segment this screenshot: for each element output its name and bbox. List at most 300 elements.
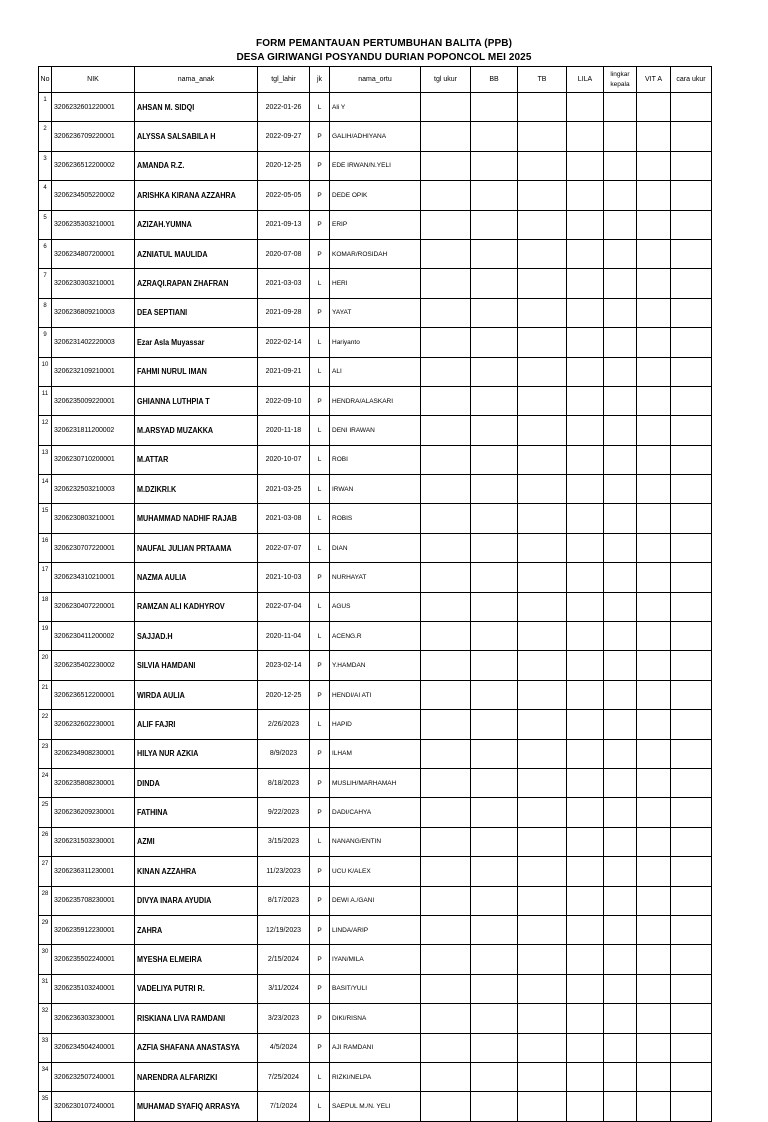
cell-jk: L: [310, 504, 330, 533]
nama-anak-text: AHSAN M. SIDQI: [137, 102, 195, 112]
cell-lila[interactable]: [567, 93, 604, 122]
cell-tb[interactable]: [518, 739, 567, 768]
cell-tb[interactable]: [518, 504, 567, 533]
cell-cara-ukur[interactable]: [671, 974, 712, 1003]
cell-lila[interactable]: [567, 181, 604, 210]
cell-bb[interactable]: [471, 122, 518, 151]
cell-lila[interactable]: [567, 798, 604, 827]
cell-tb[interactable]: [518, 827, 567, 856]
cell-tgl-lahir: 2022-05-05: [258, 181, 310, 210]
cell-vit-a[interactable]: [637, 827, 671, 856]
cell-bb[interactable]: [471, 798, 518, 827]
cell-lila[interactable]: [567, 357, 604, 386]
cell-lila[interactable]: [567, 768, 604, 797]
cell-lingkar-kepala[interactable]: [604, 210, 637, 239]
cell-bb[interactable]: [471, 827, 518, 856]
cell-bb[interactable]: [471, 563, 518, 592]
cell-cara-ukur[interactable]: [671, 386, 712, 415]
cell-bb[interactable]: [471, 504, 518, 533]
cell-lila[interactable]: [567, 1062, 604, 1091]
cell-bb[interactable]: [471, 886, 518, 915]
cell-tgl-ukur[interactable]: [421, 269, 471, 298]
cell-tb[interactable]: [518, 974, 567, 1003]
cell-lingkar-kepala[interactable]: [604, 386, 637, 415]
cell-cara-ukur[interactable]: [671, 1062, 712, 1091]
cell-nik: 3206236512200001: [52, 680, 135, 709]
cell-bb[interactable]: [471, 945, 518, 974]
cell-tgl-ukur[interactable]: [421, 974, 471, 1003]
cell-tb[interactable]: [518, 386, 567, 415]
cell-vit-a[interactable]: [637, 768, 671, 797]
cell-vit-a[interactable]: [637, 357, 671, 386]
cell-tgl-ukur[interactable]: [421, 357, 471, 386]
cell-vit-a[interactable]: [637, 1033, 671, 1062]
cell-vit-a[interactable]: [637, 416, 671, 445]
cell-tb[interactable]: [518, 533, 567, 562]
cell-nik: 3206234310210001: [52, 563, 135, 592]
cell-nama-anak: [135, 945, 258, 974]
cell-cara-ukur[interactable]: [671, 1092, 712, 1121]
cell-no: 17: [39, 563, 52, 592]
cell-vit-a[interactable]: [637, 298, 671, 327]
cell-lingkar-kepala[interactable]: [604, 298, 637, 327]
cell-lila[interactable]: [567, 945, 604, 974]
cell-tgl-ukur[interactable]: [421, 886, 471, 915]
cell-tgl-ukur[interactable]: [421, 1033, 471, 1062]
cell-lila[interactable]: [567, 886, 604, 915]
cell-cara-ukur[interactable]: [671, 680, 712, 709]
cell-tgl-ukur[interactable]: [421, 915, 471, 944]
cell-tgl-ukur[interactable]: [421, 622, 471, 651]
cell-lingkar-kepala[interactable]: [604, 945, 637, 974]
cell-bb[interactable]: [471, 857, 518, 886]
cell-vit-a[interactable]: [637, 886, 671, 915]
cell-tb[interactable]: [518, 592, 567, 621]
cell-vit-a[interactable]: [637, 974, 671, 1003]
cell-lila[interactable]: [567, 857, 604, 886]
cell-cara-ukur[interactable]: [671, 122, 712, 151]
cell-tgl-ukur[interactable]: [421, 798, 471, 827]
cell-tgl-lahir: 2023-02-14: [258, 651, 310, 680]
cell-lila[interactable]: [567, 386, 604, 415]
cell-tb[interactable]: [518, 680, 567, 709]
cell-bb[interactable]: [471, 680, 518, 709]
cell-cara-ukur[interactable]: [671, 798, 712, 827]
cell-lingkar-kepala[interactable]: [604, 1062, 637, 1091]
cell-tb[interactable]: [518, 622, 567, 651]
cell-tb[interactable]: [518, 1062, 567, 1091]
cell-lingkar-kepala[interactable]: [604, 269, 637, 298]
cell-nik: 3206235009220001: [52, 386, 135, 415]
cell-bb[interactable]: [471, 416, 518, 445]
cell-lingkar-kepala[interactable]: [604, 504, 637, 533]
cell-lila[interactable]: [567, 445, 604, 474]
cell-vit-a[interactable]: [637, 122, 671, 151]
cell-cara-ukur[interactable]: [671, 151, 712, 180]
cell-jk: P: [310, 680, 330, 709]
cell-vit-a[interactable]: [637, 210, 671, 239]
cell-bb[interactable]: [471, 592, 518, 621]
cell-lingkar-kepala[interactable]: [604, 915, 637, 944]
cell-cara-ukur[interactable]: [671, 298, 712, 327]
form-title: FORM PEMANTAUAN PERTUMBUHAN BALITA (PPB): [255, 38, 513, 49]
cell-tgl-ukur[interactable]: [421, 239, 471, 268]
cell-bb[interactable]: [471, 974, 518, 1003]
cell-vit-a[interactable]: [637, 798, 671, 827]
cell-cara-ukur[interactable]: [671, 504, 712, 533]
cell-no: 12: [39, 416, 52, 445]
cell-nama-ortu: SAEPUL M./N. YELI: [330, 1092, 421, 1121]
cell-tgl-ukur[interactable]: [421, 151, 471, 180]
cell-lingkar-kepala[interactable]: [604, 181, 637, 210]
cell-lingkar-kepala[interactable]: [604, 622, 637, 651]
cell-lila[interactable]: [567, 622, 604, 651]
cell-tb[interactable]: [518, 475, 567, 504]
cell-bb[interactable]: [471, 298, 518, 327]
cell-lila[interactable]: [567, 915, 604, 944]
cell-lingkar-kepala[interactable]: [604, 768, 637, 797]
cell-tb[interactable]: [518, 915, 567, 944]
cell-vit-a[interactable]: [637, 93, 671, 122]
cell-nik: 3206231811200002: [52, 416, 135, 445]
table-row: [39, 827, 712, 856]
cell-tgl-ukur[interactable]: [421, 857, 471, 886]
cell-jk: L: [310, 827, 330, 856]
cell-lingkar-kepala[interactable]: [604, 445, 637, 474]
cell-bb[interactable]: [471, 768, 518, 797]
cell-cara-ukur[interactable]: [671, 915, 712, 944]
cell-nama-ortu: Hariyanto: [330, 328, 421, 357]
cell-lingkar-kepala[interactable]: [604, 680, 637, 709]
cell-tgl-ukur[interactable]: [421, 181, 471, 210]
cell-lingkar-kepala[interactable]: [604, 857, 637, 886]
cell-bb[interactable]: [471, 651, 518, 680]
cell-tgl-ukur[interactable]: [421, 386, 471, 415]
cell-tb[interactable]: [518, 93, 567, 122]
cell-lila[interactable]: [567, 739, 604, 768]
cell-cara-ukur[interactable]: [671, 269, 712, 298]
cell-lila[interactable]: [567, 651, 604, 680]
cell-tb[interactable]: [518, 710, 567, 739]
cell-no: 3: [39, 151, 52, 180]
cell-lila[interactable]: [567, 1092, 604, 1121]
cell-lingkar-kepala[interactable]: [604, 1092, 637, 1121]
cell-tgl-ukur[interactable]: [421, 592, 471, 621]
cell-lingkar-kepala[interactable]: [604, 416, 637, 445]
cell-lingkar-kepala[interactable]: [604, 563, 637, 592]
cell-tgl-ukur[interactable]: [421, 93, 471, 122]
cell-bb[interactable]: [471, 915, 518, 944]
cell-tgl-lahir: 2021-03-25: [258, 475, 310, 504]
table-row: [39, 445, 712, 474]
cell-tb[interactable]: [518, 651, 567, 680]
cell-bb[interactable]: [471, 445, 518, 474]
cell-tb[interactable]: [518, 1004, 567, 1033]
cell-nama-ortu: GALIH/ADHIYANA: [330, 122, 421, 151]
cell-vit-a[interactable]: [637, 1092, 671, 1121]
col-header-cara-ukur: cara ukur: [671, 67, 712, 93]
cell-tgl-ukur[interactable]: [421, 416, 471, 445]
cell-lila[interactable]: [567, 710, 604, 739]
cell-vit-a[interactable]: [637, 710, 671, 739]
cell-lingkar-kepala[interactable]: [604, 239, 637, 268]
cell-nik: 3206230707220001: [52, 533, 135, 562]
cell-lingkar-kepala[interactable]: [604, 1033, 637, 1062]
cell-cara-ukur[interactable]: [671, 886, 712, 915]
cell-lila[interactable]: [567, 1033, 604, 1062]
cell-tb[interactable]: [518, 945, 567, 974]
cell-vit-a[interactable]: [637, 269, 671, 298]
cell-tgl-lahir: 2021-09-13: [258, 210, 310, 239]
cell-lingkar-kepala[interactable]: [604, 122, 637, 151]
cell-tb[interactable]: [518, 1092, 567, 1121]
nama-anak-text: WIRDA AULIA: [137, 690, 185, 700]
cell-cara-ukur[interactable]: [671, 239, 712, 268]
cell-nik: 3206230303210001: [52, 269, 135, 298]
cell-nama-anak: [135, 886, 258, 915]
cell-bb[interactable]: [471, 239, 518, 268]
cell-cara-ukur[interactable]: [671, 181, 712, 210]
cell-nik: 3206235303210001: [52, 210, 135, 239]
nama-anak-text: AZRAQI.RAPAN ZHAFRAN: [137, 279, 229, 289]
cell-vit-a[interactable]: [637, 239, 671, 268]
cell-lingkar-kepala[interactable]: [604, 739, 637, 768]
cell-nama-ortu: ROBIS: [330, 504, 421, 533]
cell-lingkar-kepala[interactable]: [604, 827, 637, 856]
cell-tb[interactable]: [518, 151, 567, 180]
cell-lila[interactable]: [567, 1004, 604, 1033]
nama-anak-text: RISKIANA LIVA RAMDANI: [137, 1013, 226, 1023]
cell-lingkar-kepala[interactable]: [604, 886, 637, 915]
cell-bb[interactable]: [471, 710, 518, 739]
cell-lila[interactable]: [567, 416, 604, 445]
cell-cara-ukur[interactable]: [671, 533, 712, 562]
cell-nama-ortu: ERIP: [330, 210, 421, 239]
cell-lila[interactable]: [567, 504, 604, 533]
cell-cara-ukur[interactable]: [671, 93, 712, 122]
cell-nama-ortu: DIKI/RISNA: [330, 1004, 421, 1033]
cell-bb[interactable]: [471, 357, 518, 386]
nama-anak-text: KINAN AZZAHRA: [137, 866, 197, 876]
cell-lila[interactable]: [567, 475, 604, 504]
cell-vit-a[interactable]: [637, 739, 671, 768]
cell-bb[interactable]: [471, 533, 518, 562]
cell-vit-a[interactable]: [637, 622, 671, 651]
cell-tgl-ukur[interactable]: [421, 651, 471, 680]
cell-cara-ukur[interactable]: [671, 1004, 712, 1033]
cell-tb[interactable]: [518, 416, 567, 445]
cell-tgl-ukur[interactable]: [421, 563, 471, 592]
cell-vit-a[interactable]: [637, 592, 671, 621]
cell-nama-ortu: DIAN: [330, 533, 421, 562]
cell-bb[interactable]: [471, 328, 518, 357]
cell-tb[interactable]: [518, 768, 567, 797]
cell-nama-ortu: HERI: [330, 269, 421, 298]
cell-tb[interactable]: [518, 122, 567, 151]
cell-bb[interactable]: [471, 739, 518, 768]
cell-cara-ukur[interactable]: [671, 210, 712, 239]
cell-lila[interactable]: [567, 122, 604, 151]
cell-cara-ukur[interactable]: [671, 416, 712, 445]
cell-lingkar-kepala[interactable]: [604, 93, 637, 122]
cell-lingkar-kepala[interactable]: [604, 151, 637, 180]
cell-lingkar-kepala[interactable]: [604, 798, 637, 827]
cell-lingkar-kepala[interactable]: [604, 592, 637, 621]
cell-tgl-lahir: 2022-09-27: [258, 122, 310, 151]
cell-tb[interactable]: [518, 798, 567, 827]
cell-nama-ortu: DADI/CAHYA: [330, 798, 421, 827]
cell-lila[interactable]: [567, 680, 604, 709]
cell-cara-ukur[interactable]: [671, 592, 712, 621]
cell-tgl-ukur[interactable]: [421, 768, 471, 797]
cell-bb[interactable]: [471, 622, 518, 651]
cell-lila[interactable]: [567, 239, 604, 268]
cell-vit-a[interactable]: [637, 680, 671, 709]
cell-vit-a[interactable]: [637, 945, 671, 974]
cell-vit-a[interactable]: [637, 651, 671, 680]
col-header-tgl-lahir: tgl_lahir: [258, 67, 310, 93]
cell-vit-a[interactable]: [637, 181, 671, 210]
cell-tb[interactable]: [518, 886, 567, 915]
cell-lila[interactable]: [567, 269, 604, 298]
cell-vit-a[interactable]: [637, 1004, 671, 1033]
cell-jk: P: [310, 857, 330, 886]
cell-tgl-ukur[interactable]: [421, 1092, 471, 1121]
cell-nama-ortu: HENDRA/ALASKARI: [330, 386, 421, 415]
nama-anak-text: ARISHKA KIRANA AZZAHRA: [137, 190, 236, 200]
cell-tgl-ukur[interactable]: [421, 298, 471, 327]
cell-nama-ortu: BASIT/YULI: [330, 974, 421, 1003]
cell-tgl-ukur[interactable]: [421, 945, 471, 974]
cell-bb[interactable]: [471, 269, 518, 298]
cell-vit-a[interactable]: [637, 504, 671, 533]
cell-lila[interactable]: [567, 298, 604, 327]
cell-lingkar-kepala[interactable]: [604, 974, 637, 1003]
cell-bb[interactable]: [471, 1092, 518, 1121]
table-row: [39, 533, 712, 562]
cell-tgl-ukur[interactable]: [421, 1062, 471, 1091]
cell-lingkar-kepala[interactable]: [604, 475, 637, 504]
cell-jk: L: [310, 328, 330, 357]
cell-vit-a[interactable]: [637, 386, 671, 415]
cell-lila[interactable]: [567, 533, 604, 562]
cell-cara-ukur[interactable]: [671, 563, 712, 592]
cell-tgl-ukur[interactable]: [421, 739, 471, 768]
cell-cara-ukur[interactable]: [671, 945, 712, 974]
cell-cara-ukur[interactable]: [671, 857, 712, 886]
cell-vit-a[interactable]: [637, 445, 671, 474]
cell-lingkar-kepala[interactable]: [604, 533, 637, 562]
cell-bb[interactable]: [471, 475, 518, 504]
cell-nik: 3206236303230001: [52, 1004, 135, 1033]
cell-bb[interactable]: [471, 151, 518, 180]
cell-tb[interactable]: [518, 445, 567, 474]
cell-lila[interactable]: [567, 328, 604, 357]
cell-tgl-ukur[interactable]: [421, 475, 471, 504]
cell-tgl-ukur[interactable]: [421, 328, 471, 357]
cell-cara-ukur[interactable]: [671, 827, 712, 856]
table-row: [39, 1004, 712, 1033]
cell-vit-a[interactable]: [637, 563, 671, 592]
cell-cara-ukur[interactable]: [671, 357, 712, 386]
cell-tgl-ukur[interactable]: [421, 445, 471, 474]
cell-tb[interactable]: [518, 181, 567, 210]
cell-cara-ukur[interactable]: [671, 651, 712, 680]
cell-bb[interactable]: [471, 1004, 518, 1033]
cell-lila[interactable]: [567, 592, 604, 621]
col-header-vit-a: VIT A: [637, 67, 671, 93]
cell-vit-a[interactable]: [637, 328, 671, 357]
cell-vit-a[interactable]: [637, 533, 671, 562]
cell-lila[interactable]: [567, 151, 604, 180]
cell-tgl-ukur[interactable]: [421, 533, 471, 562]
cell-tgl-ukur[interactable]: [421, 710, 471, 739]
cell-tgl-ukur[interactable]: [421, 827, 471, 856]
cell-lila[interactable]: [567, 563, 604, 592]
cell-vit-a[interactable]: [637, 475, 671, 504]
cell-lingkar-kepala[interactable]: [604, 1004, 637, 1033]
cell-bb[interactable]: [471, 386, 518, 415]
cell-bb[interactable]: [471, 93, 518, 122]
cell-cara-ukur[interactable]: [671, 739, 712, 768]
cell-tb[interactable]: [518, 269, 567, 298]
cell-vit-a[interactable]: [637, 151, 671, 180]
cell-lingkar-kepala[interactable]: [604, 328, 637, 357]
cell-cara-ukur[interactable]: [671, 328, 712, 357]
cell-nama-ortu: HENDI/AI ATI: [330, 680, 421, 709]
cell-tgl-ukur[interactable]: [421, 1004, 471, 1033]
cell-tgl-ukur[interactable]: [421, 680, 471, 709]
cell-nik: 3206236709220001: [52, 122, 135, 151]
cell-bb[interactable]: [471, 1062, 518, 1091]
cell-nik: 3206235502240001: [52, 945, 135, 974]
cell-lingkar-kepala[interactable]: [604, 710, 637, 739]
cell-cara-ukur[interactable]: [671, 1033, 712, 1062]
cell-tb[interactable]: [518, 210, 567, 239]
cell-tb[interactable]: [518, 1033, 567, 1062]
cell-cara-ukur[interactable]: [671, 710, 712, 739]
cell-bb[interactable]: [471, 210, 518, 239]
cell-cara-ukur[interactable]: [671, 768, 712, 797]
cell-vit-a[interactable]: [637, 915, 671, 944]
cell-nama-anak: [135, 386, 258, 415]
cell-tgl-ukur[interactable]: [421, 210, 471, 239]
cell-tb[interactable]: [518, 857, 567, 886]
cell-cara-ukur[interactable]: [671, 622, 712, 651]
cell-tb[interactable]: [518, 298, 567, 327]
cell-tb[interactable]: [518, 239, 567, 268]
cell-tb[interactable]: [518, 357, 567, 386]
table-row: [39, 504, 712, 533]
cell-bb[interactable]: [471, 1033, 518, 1062]
cell-tb[interactable]: [518, 328, 567, 357]
cell-lila[interactable]: [567, 827, 604, 856]
cell-lila[interactable]: [567, 210, 604, 239]
cell-cara-ukur[interactable]: [671, 445, 712, 474]
cell-cara-ukur[interactable]: [671, 475, 712, 504]
cell-tgl-lahir: 8/9/2023: [258, 739, 310, 768]
cell-lila[interactable]: [567, 974, 604, 1003]
cell-lingkar-kepala[interactable]: [604, 357, 637, 386]
table-row: [39, 1033, 712, 1062]
cell-vit-a[interactable]: [637, 1062, 671, 1091]
cell-tgl-ukur[interactable]: [421, 504, 471, 533]
cell-vit-a[interactable]: [637, 857, 671, 886]
cell-lingkar-kepala[interactable]: [604, 651, 637, 680]
cell-tb[interactable]: [518, 563, 567, 592]
cell-tgl-ukur[interactable]: [421, 122, 471, 151]
cell-bb[interactable]: [471, 181, 518, 210]
